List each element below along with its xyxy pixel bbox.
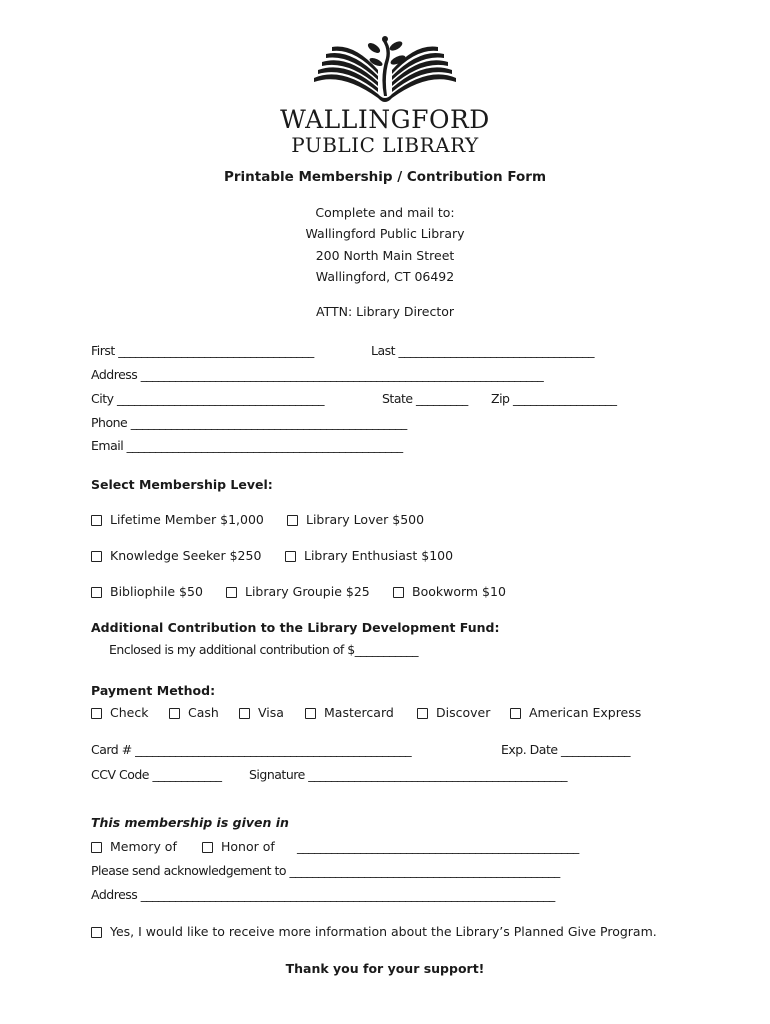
library-name-line2: PUBLIC LIBRARY <box>291 133 479 157</box>
open-book-with-sprouting-plant-icon <box>308 36 462 106</box>
honoree-name-field[interactable]: _________________________________________________ <box>297 839 579 854</box>
mail-city: Wallingford, CT 06492 <box>315 269 455 284</box>
email-field[interactable]: Email ________________________________________________ <box>91 438 403 453</box>
exp-date-field[interactable]: Exp. Date ____________ <box>501 742 631 757</box>
checkbox[interactable] <box>91 708 102 719</box>
ccv-code-field[interactable]: CCV Code ____________ <box>91 767 222 782</box>
form-title: Printable Membership / Contribution Form <box>223 169 547 185</box>
library-name-line1: WALLINGFORD <box>280 105 490 134</box>
checkbox[interactable] <box>169 708 180 719</box>
address-field[interactable]: Address ______________________________________________________________________ <box>91 367 544 382</box>
mail-intro: Complete and mail to: <box>315 205 455 220</box>
first-name-field[interactable]: First __________________________________ <box>91 343 314 358</box>
contribution-amount-field[interactable]: Enclosed is my additional contribution of $___________ <box>109 642 418 657</box>
payment-cash[interactable]: Cash <box>169 705 219 720</box>
signature-field[interactable]: Signature _____________________________________________ <box>249 767 568 782</box>
checkbox[interactable] <box>285 551 296 562</box>
payment-heading: Payment Method: <box>91 683 216 698</box>
card-number-field[interactable]: Card # ________________________________________________ <box>91 742 412 757</box>
checkbox[interactable] <box>305 708 316 719</box>
given-in-heading: This membership is given in <box>91 815 289 830</box>
state-field[interactable]: State _________ <box>382 391 468 406</box>
payment-discover[interactable]: Discover <box>417 705 490 720</box>
option-bookworm[interactable]: Bookworm $10 <box>393 584 506 599</box>
option-lifetime-member[interactable]: Lifetime Member $1,000 <box>91 512 264 527</box>
acknowledgement-recipient-field[interactable]: Please send acknowledgement to _______________________________________________ <box>91 863 560 878</box>
option-knowledge-seeker[interactable]: Knowledge Seeker $250 <box>91 548 261 563</box>
option-library-groupie[interactable]: Library Groupie $25 <box>226 584 370 599</box>
mail-attn: ATTN: Library Director <box>315 304 455 319</box>
payment-american-express[interactable]: American Express <box>510 705 641 720</box>
thank-you-note: Thank you for your support! <box>285 961 485 976</box>
contribution-heading: Additional Contribution to the Library Development Fund: <box>91 620 500 635</box>
checkbox[interactable] <box>510 708 521 719</box>
option-library-lover[interactable]: Library Lover $500 <box>287 512 424 527</box>
checkbox[interactable] <box>91 842 102 853</box>
last-name-field[interactable]: Last __________________________________ <box>371 343 595 358</box>
mail-name: Wallingford Public Library <box>305 226 465 241</box>
option-bibliophile[interactable]: Bibliophile $50 <box>91 584 203 599</box>
checkbox[interactable] <box>287 515 298 526</box>
checkbox[interactable] <box>91 515 102 526</box>
option-memory-of[interactable]: Memory of <box>91 839 177 854</box>
payment-mastercard[interactable]: Mastercard <box>305 705 394 720</box>
checkbox[interactable] <box>202 842 213 853</box>
checkbox[interactable] <box>91 927 102 938</box>
zip-field[interactable]: Zip __________________ <box>491 391 617 406</box>
city-field[interactable]: City ____________________________________ <box>91 391 324 406</box>
checkbox[interactable] <box>393 587 404 598</box>
option-planned-give-info[interactable]: Yes, I would like to receive more information about the Library’s Planned Give Program. <box>91 924 657 939</box>
option-honor-of[interactable]: Honor of <box>202 839 275 854</box>
membership-heading: Select Membership Level: <box>91 477 273 492</box>
phone-field[interactable]: Phone ________________________________________________ <box>91 415 407 430</box>
payment-check[interactable]: Check <box>91 705 148 720</box>
checkbox[interactable] <box>226 587 237 598</box>
mail-street: 200 North Main Street <box>315 248 455 263</box>
checkbox[interactable] <box>239 708 250 719</box>
checkbox[interactable] <box>91 551 102 562</box>
acknowledgement-address-field[interactable]: Address ________________________________________________________________________ <box>91 887 555 902</box>
checkbox[interactable] <box>417 708 428 719</box>
checkbox[interactable] <box>91 587 102 598</box>
payment-visa[interactable]: Visa <box>239 705 284 720</box>
option-library-enthusiast[interactable]: Library Enthusiast $100 <box>285 548 453 563</box>
